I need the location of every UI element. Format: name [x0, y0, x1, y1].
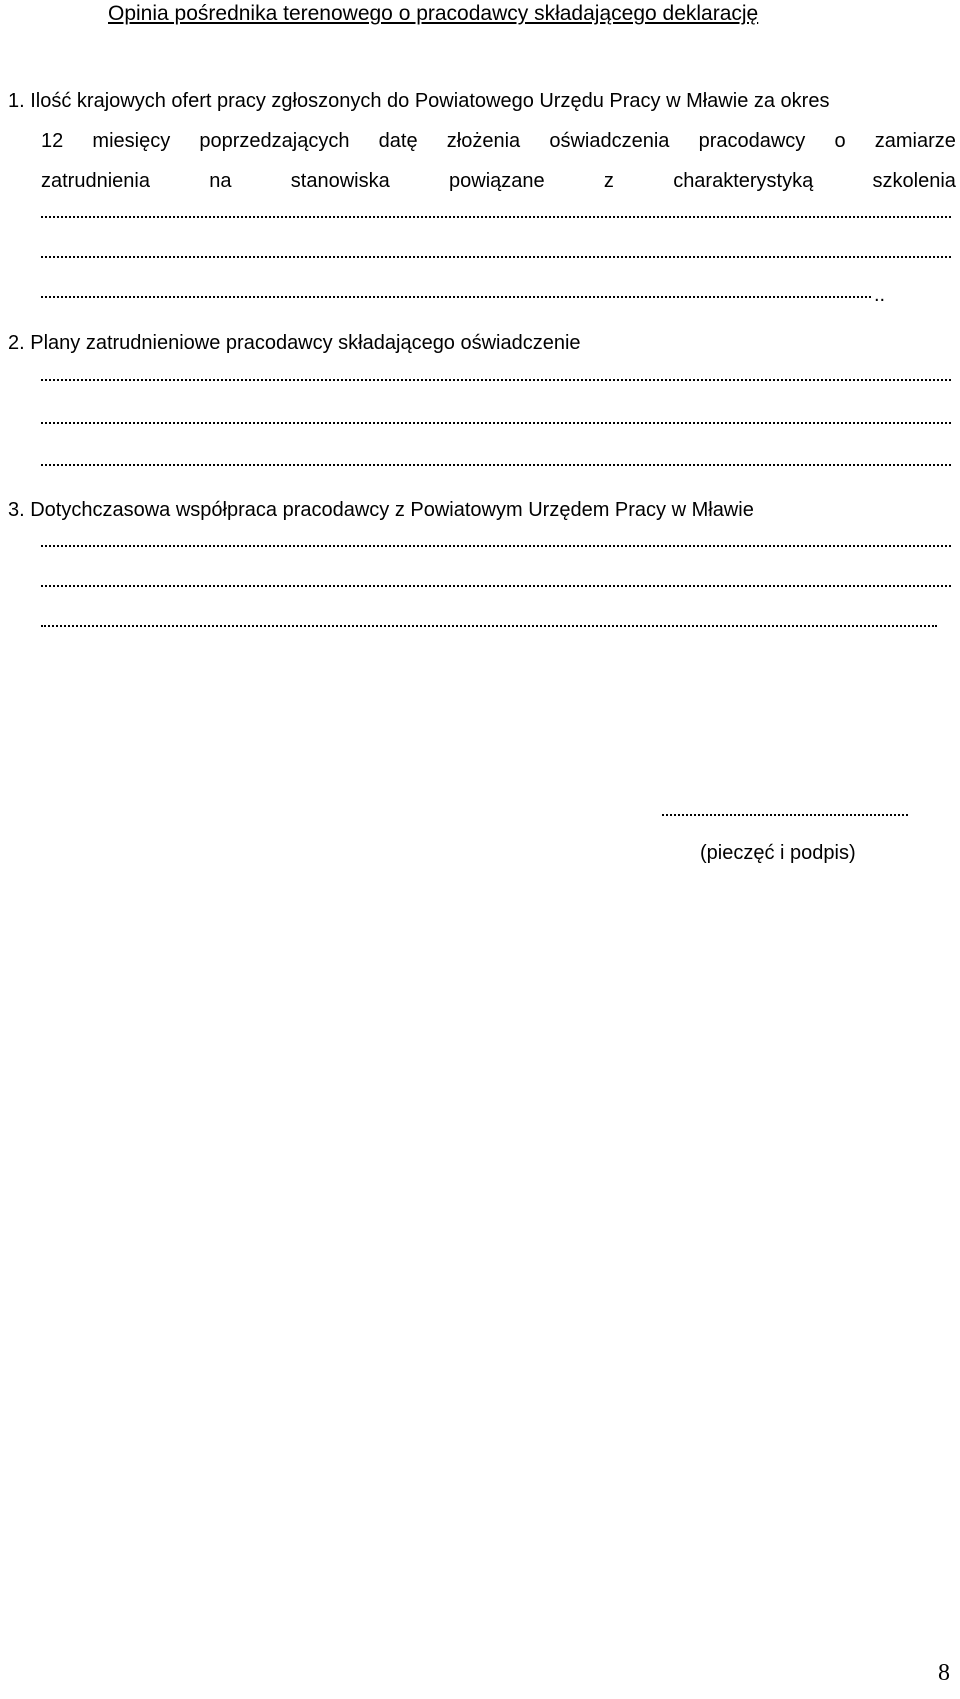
page-number: 8	[938, 1660, 950, 1686]
word: miesięcy	[92, 130, 171, 152]
section-3-heading: 3. Dotychczasowa współpraca pracodawcy z Powiatowym Urzędem Pracy w Mławie	[8, 499, 754, 521]
word: oświadczenia	[549, 130, 670, 152]
word: 12	[41, 130, 64, 152]
word: o	[834, 130, 846, 152]
document-title: Opinia pośrednika terenowego o pracodawcy składającego deklarację	[108, 2, 759, 25]
word: stanowiska	[290, 170, 390, 192]
dotted-line	[41, 293, 871, 298]
signature-label: (pieczęć i podpis)	[700, 842, 856, 864]
dotted-line	[41, 376, 951, 381]
dotted-line	[41, 213, 951, 218]
word: powiązane	[449, 170, 545, 192]
word: poprzedzających	[199, 130, 350, 152]
dotted-line	[41, 461, 951, 466]
word: pracodawcy	[698, 130, 806, 152]
section-1-line-2	[41, 128, 956, 154]
word: zatrudnienia	[41, 170, 150, 192]
section-2-heading: 2. Plany zatrudnieniowe pracodawcy składającego oświadczenie	[8, 332, 581, 354]
dotted-line	[41, 253, 951, 258]
line-end-text: ..	[874, 284, 886, 306]
dotted-line	[41, 582, 951, 587]
word: zamiarze	[874, 130, 956, 152]
word: na	[209, 170, 232, 192]
dotted-line	[41, 622, 937, 627]
section-1-line-3	[41, 168, 956, 194]
section-1-heading: 1. Ilość krajowych ofert pracy zgłoszonych do Powiatowego Urzędu Pracy w Mławie za okres	[8, 90, 830, 112]
word: z	[603, 170, 614, 192]
word: datę	[378, 130, 418, 152]
word: szkolenia	[872, 170, 956, 192]
signature-dotted-line	[662, 811, 908, 816]
dotted-line	[41, 542, 951, 547]
word: charakterystyką	[673, 170, 814, 192]
word: złożenia	[446, 130, 521, 152]
dotted-line	[41, 419, 951, 424]
